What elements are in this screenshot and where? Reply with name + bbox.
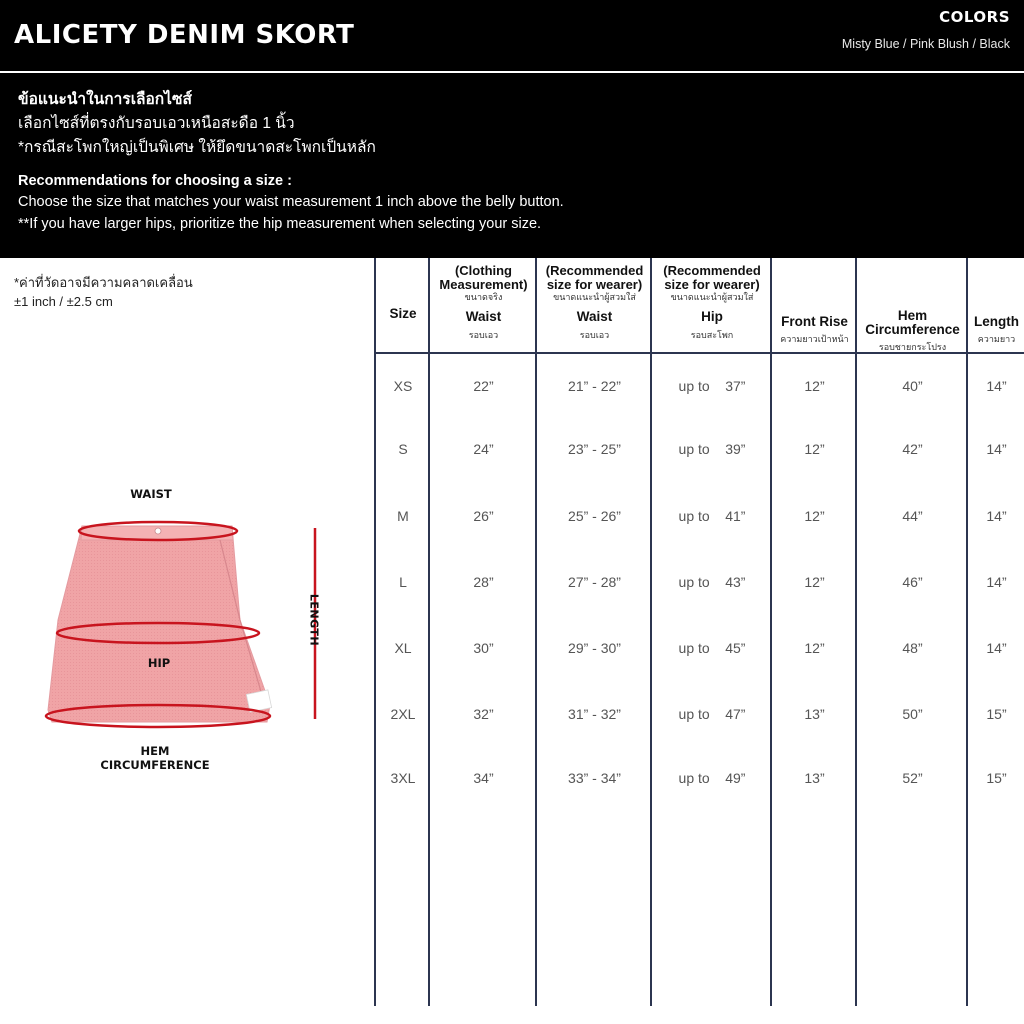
tolerance-note-range: ±1 inch / ±2.5 cm [14, 294, 113, 309]
table-column-rule [535, 258, 537, 1006]
header-primary-text: (Recommended [663, 263, 761, 278]
table-column-rule [770, 258, 772, 1006]
skirt-button [155, 528, 161, 534]
measurement-cell: up to 49” [678, 770, 746, 786]
header-thai-subtext: ขนาดแนะนำผู้สวมใส่ [553, 292, 636, 302]
measurement-cell: 31” - 32” [568, 706, 621, 722]
header-thai-label: รอบเอว [579, 330, 610, 340]
measurement-cell: 48” [902, 640, 923, 656]
th-reco-heading: ข้อแนะนำในการเลือกไซส์ [18, 91, 192, 108]
header-main-label: Waist [576, 309, 613, 324]
measurement-cell: 14” [986, 640, 1007, 656]
header-divider [0, 71, 1024, 73]
measurement-cell: 13” [804, 706, 825, 722]
header-primary-text: size for wearer) [664, 276, 760, 292]
en-reco-heading: Recommendations for choosing a size : [18, 173, 292, 189]
size-cell: 3XL [390, 770, 416, 786]
table-column-rule [855, 258, 857, 1006]
measurement-cell: 12” [804, 574, 825, 590]
measurement-cell: 21” - 22” [568, 378, 621, 394]
table-header-cell [653, 264, 771, 341]
hip-label: HIP [147, 656, 171, 670]
length-label: LENGTH [307, 593, 321, 647]
measurement-cell: 14” [986, 574, 1007, 590]
measurement-cell: up to 37” [678, 378, 746, 394]
measurement-cell: 25” - 26” [568, 508, 621, 524]
measurement-cell: 13” [804, 770, 825, 786]
table-column-rule [374, 258, 376, 1006]
header-thai-label: รอบเอว [468, 330, 499, 340]
th-reco-line-2: *กรณีสะโพกใหญ่เป็นพิเศษ ให้ยึดขนาดสะโพกเป็นหลัก [18, 139, 376, 156]
header-primary-text: size for wearer) [546, 276, 643, 292]
measurement-cell: up to 39” [678, 441, 746, 457]
measurement-cell: 15” [986, 770, 1007, 786]
measurement-cell: 29” - 30” [568, 640, 621, 656]
header-banner [0, 0, 1024, 258]
skirt-diagram [40, 500, 350, 750]
size-cell: 2XL [390, 706, 416, 722]
tolerance-note [14, 273, 193, 311]
header-primary-text: (Clothing [454, 263, 513, 278]
colors-value: Misty Blue / Pink Blush / Black [841, 37, 1010, 51]
header-main-label: Size [389, 306, 417, 321]
en-reco-line-2: **If you have larger hips, prioritize the hip measurement when selecting your size. [18, 216, 542, 232]
th-reco-line-1: เลือกไซส์ที่ตรงกับรอบเอวเหนือสะดือ 1 นิ้ว [18, 115, 295, 132]
measurement-cell: 33” - 34” [568, 770, 621, 786]
size-cell: L [399, 574, 407, 590]
header-thai-label: ความยาว [977, 334, 1016, 344]
measurement-cell: up to 43” [678, 574, 746, 590]
measurement-cell: 12” [804, 508, 825, 524]
measurement-cell: 34” [473, 770, 494, 786]
header-thai-subtext: ขนาดจริง [464, 292, 503, 302]
measurement-cell: 32” [473, 706, 494, 722]
header-main-label: Hip [701, 309, 723, 324]
en-reco-line-1: Choose the size that matches your waist measurement 1 inch above the belly button. [18, 194, 564, 210]
measurement-cell: 50” [902, 706, 923, 722]
measurement-cell: up to 45” [678, 640, 746, 656]
measurement-cell: 22” [473, 378, 494, 394]
tolerance-note-th: *ค่าที่วัดอาจมีความคลาดเคลื่อน [14, 275, 193, 290]
measurement-cell: 40” [902, 378, 923, 394]
measurement-cell: up to 47” [678, 706, 746, 722]
waist-label: WAIST [130, 487, 172, 501]
size-cell: XS [393, 378, 413, 394]
header-primary-text: (Recommended [545, 263, 644, 278]
header-main-label: Hem [897, 308, 928, 323]
measurement-cell: 42” [902, 441, 923, 457]
table-header-cell [431, 264, 536, 341]
measurement-cell: 44” [902, 508, 923, 524]
measurement-cell: 30” [473, 640, 494, 656]
table-column-rule [966, 258, 968, 1006]
table-column-rule [428, 258, 430, 1006]
measurement-cell: 23” - 25” [568, 441, 621, 457]
table-column-rule [650, 258, 652, 1006]
size-cell: S [398, 441, 408, 457]
header-thai-label: รอบชายกระโปรง [878, 342, 947, 352]
hem-circumference-label: HEM CIRCUMFERENCE [100, 744, 210, 772]
size-cell: XL [394, 640, 412, 656]
header-main-label: Circumference [865, 322, 960, 337]
header-main-label: Waist [465, 309, 502, 324]
header-thai-subtext: ขนาดแนะนำผู้สวมใส่ [670, 292, 754, 302]
table-header-cell [773, 315, 856, 345]
table-header-cell [969, 315, 1024, 345]
measurement-cell: 14” [986, 441, 1007, 457]
colors-label: COLORS [939, 8, 1010, 26]
product-title: ALICETY DENIM SKORT [14, 20, 355, 50]
measurement-cell: 24” [473, 441, 494, 457]
table-header-cell [377, 307, 429, 321]
measurement-cell: 12” [804, 441, 825, 457]
measurement-cell: 15” [986, 706, 1007, 722]
measurement-cell: 12” [804, 640, 825, 656]
measurement-cell: 14” [986, 378, 1007, 394]
measurement-cell: 12” [804, 378, 825, 394]
header-thai-label: ความยาวเป้าหน้า [780, 334, 849, 344]
measurement-cell: 52” [902, 770, 923, 786]
measurement-cell: 14” [986, 508, 1007, 524]
measurement-cell: 27” - 28” [568, 574, 621, 590]
measurement-cell: 26” [473, 508, 494, 524]
measurement-cell: up to 41” [678, 508, 746, 524]
measurement-cell: 46” [902, 574, 923, 590]
table-header-cell [858, 309, 967, 353]
size-cell: M [397, 508, 409, 524]
measurement-cell: 28” [473, 574, 494, 590]
header-thai-label: รอบสะโพก [690, 330, 734, 340]
header-main-label: Front Rise [781, 314, 848, 329]
header-main-label: Length [974, 314, 1019, 329]
header-primary-text: Measurement) [439, 276, 528, 292]
table-header-cell [538, 264, 651, 341]
